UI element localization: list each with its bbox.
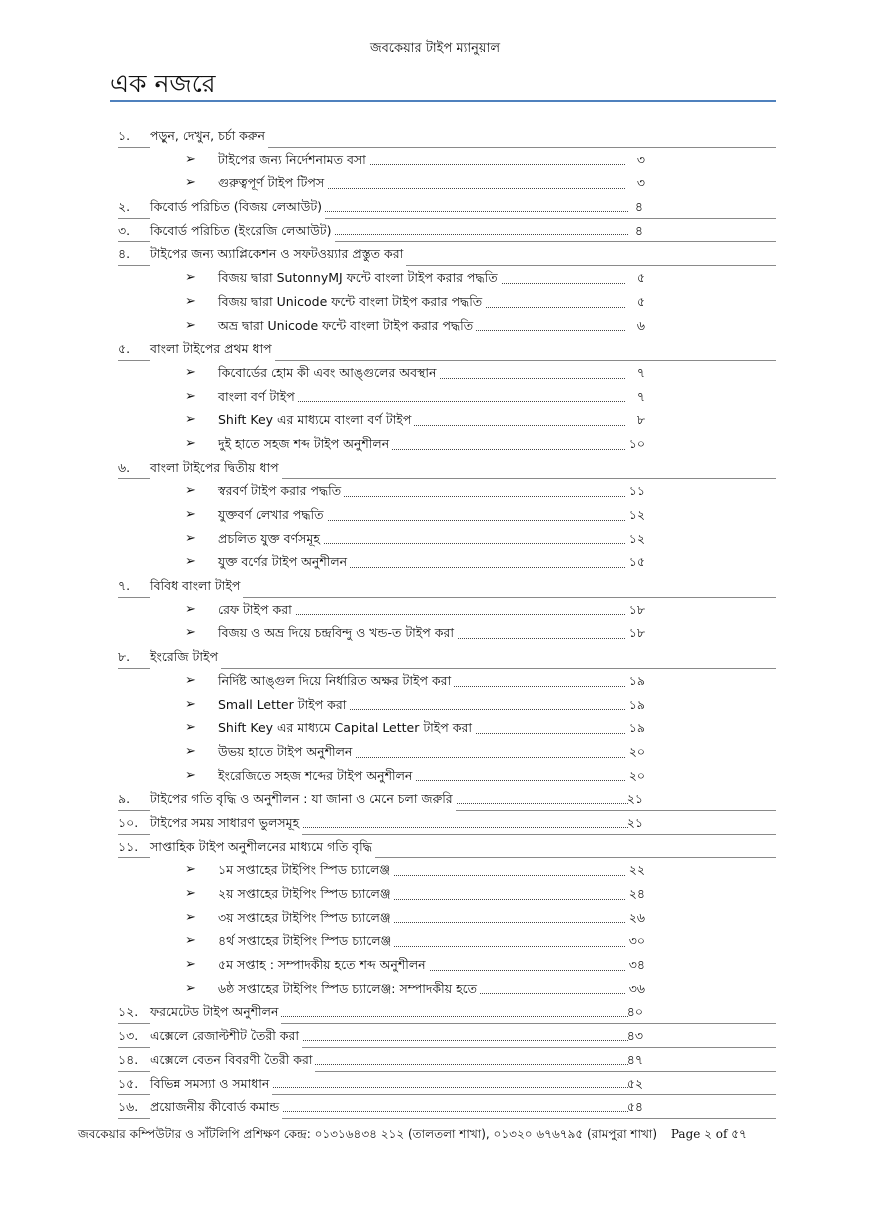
toc-number: ১. (118, 128, 131, 143)
toc-number: ৩. (118, 222, 131, 238)
toc-entry-title: এক্সেলে রেজাল্টশীট তৈরী করা (150, 1024, 302, 1048)
toc-page-number: ৫ (636, 270, 645, 286)
toc-page-number: ৩০ (628, 933, 645, 949)
toc-chapter[interactable] (118, 574, 776, 598)
toc-section[interactable] (185, 290, 645, 314)
arrow-bullet-icon: ➢ (185, 886, 196, 901)
toc-number: ১০. (118, 814, 139, 830)
toc-page-number: ৫২ (626, 1075, 643, 1091)
toc-entry-title: কিবোর্ডের হোম কী এবং আঙ্গুলের অবস্থান (218, 361, 439, 385)
toc-entry-title: পড়ুন, দেখুন, চর্চা করুন (150, 124, 268, 148)
toc-number: ১১. (118, 838, 139, 854)
toc-section[interactable] (185, 432, 645, 456)
toc-page-number: ১৯ (628, 672, 645, 688)
toc-page-number: ৫৪ (626, 1099, 643, 1115)
toc-entry-title: যুক্ত বর্ণের টাইপ অনুশীলন (218, 550, 350, 574)
toc-page-number: ৪ (634, 199, 643, 215)
toc-number: ৭. (118, 578, 131, 594)
toc-section[interactable] (185, 527, 645, 551)
toc-section[interactable] (185, 906, 645, 930)
toc-entry-title: বাংলা টাইপের দ্বিতীয় ধাপ (150, 456, 282, 480)
toc-page-number: ২৪ (628, 886, 645, 901)
arrow-bullet-icon: ➢ (185, 672, 196, 688)
toc-number: ৫. (118, 341, 131, 357)
toc-number: ১৬. (118, 1099, 139, 1115)
arrow-bullet-icon: ➢ (185, 696, 196, 712)
toc-entry-title: ৬ষ্ঠ সপ্তাহের টাইপিং স্পিড চ্যালেঞ্জ: সম্পাদকীয় হতে (218, 977, 480, 1001)
toc-chapter[interactable] (118, 645, 776, 669)
arrow-bullet-icon: ➢ (185, 767, 196, 783)
toc-entry-title: কিবোর্ড পরিচিত (ইংরেজি লেআউট) (150, 219, 335, 243)
toc-chapter[interactable] (118, 1048, 776, 1072)
toc-section[interactable] (185, 977, 645, 1001)
toc-page-number: ৩৬ (628, 980, 645, 996)
footer-contact: জবকেয়ার কম্পিউটার ও সাঁটলিপি প্রশিক্ষণ কেন্দ্র: ০১৩১৬৪৩৪ ২১২ (তালতলা শাখা), ০১৩২০ ৬৭৬৭৯৫ (রামপুরা শাখা) (78, 1127, 658, 1141)
toc-page-number: ৩৪ (628, 957, 645, 973)
toc-section[interactable] (185, 598, 645, 622)
toc-entry-title: ৩য় সপ্তাহের টাইপিং স্পিড চ্যালেঞ্জ (218, 906, 394, 930)
toc-section[interactable] (185, 669, 645, 693)
toc-entry-title: বিজয় দ্বারা SutonnyMJ ফন্টে বাংলা টাইপ করার পদ্ধতি (218, 266, 501, 290)
toc-entry-title: দুই হাতে সহজ শব্দ টাইপ অনুশীলন (218, 432, 392, 456)
toc-chapter[interactable] (118, 456, 776, 480)
arrow-bullet-icon: ➢ (185, 151, 196, 167)
page-heading: এক নজরে (110, 69, 216, 98)
toc-section[interactable] (185, 550, 645, 574)
toc-number: ১২. (118, 1004, 139, 1020)
toc-page-number: ২১ (626, 791, 643, 807)
toc-page-number: ৪৩ (626, 1028, 643, 1044)
toc-section[interactable] (185, 764, 645, 788)
toc-number: ৮. (118, 649, 131, 665)
toc-section[interactable] (185, 740, 645, 764)
toc-page-number: ১১ (628, 483, 645, 499)
toc-entry-title: ১ম সপ্তাহের টাইপিং স্পিড চ্যালেঞ্জ (218, 858, 393, 882)
toc-entry-title: সাপ্তাহিক টাইপ অনুশীলনের মাধ্যমে গতি বৃদ্ধি (150, 835, 375, 859)
toc-section[interactable] (185, 361, 645, 385)
toc-chapter[interactable] (118, 787, 776, 811)
arrow-bullet-icon: ➢ (185, 933, 196, 949)
toc-page-number: ৩ (636, 151, 645, 167)
toc-chapter[interactable] (118, 1024, 776, 1048)
toc-page-number: ৫ (636, 293, 645, 309)
toc-page-number: ১৮ (628, 601, 645, 617)
toc-entry-title: Shift Key এর মাধ্যমে Capital Letter টাইপ করা (218, 716, 475, 740)
toc-chapter[interactable] (118, 1000, 776, 1024)
toc-page-number: ১৫ (628, 554, 645, 570)
arrow-bullet-icon: ➢ (185, 980, 196, 996)
toc-entry-title: ইংরেজি টাইপ (150, 645, 221, 669)
toc-section[interactable] (185, 693, 645, 717)
toc-entry-title: বিভিন্ন সমস্যা ও সমাধান (150, 1072, 272, 1096)
toc-page-number: ১৯ (628, 720, 645, 736)
toc-entry-title: স্বরবর্ণ টাইপ করার পদ্ধতি (218, 479, 344, 503)
arrow-bullet-icon: ➢ (185, 625, 196, 641)
toc-chapter[interactable] (118, 124, 776, 148)
arrow-bullet-icon: ➢ (185, 483, 196, 499)
toc-page-number: ৭ (636, 364, 645, 380)
toc-page-number: ৮ (636, 412, 645, 428)
toc-entry-title: বিজয় দ্বারা Unicode ফন্টে বাংলা টাইপ করার পদ্ধতি (218, 290, 485, 314)
toc-entry-title: ইংরেজিতে সহজ শব্দের টাইপ অনুশীলন (218, 764, 415, 788)
toc-page-number: ১২ (628, 507, 645, 522)
toc-page-number: ৪৭ (626, 1051, 643, 1067)
footer (78, 1126, 747, 1146)
toc-section[interactable] (185, 716, 645, 740)
toc-entry-title: এক্সেলে বেতন বিবরণী তৈরী করা (150, 1048, 315, 1072)
toc-page-number: ২৬ (628, 909, 645, 925)
toc-entry-title: ফরমেটেড টাইপ অনুশীলন (150, 1000, 281, 1024)
toc-entry-title: টাইপের সময় সাধারণ ভুলসমূহ (150, 811, 302, 835)
arrow-bullet-icon: ➢ (185, 412, 196, 428)
arrow-bullet-icon: ➢ (185, 601, 196, 617)
toc-number: ১৫. (118, 1075, 139, 1091)
toc-entry-title: গুরুত্বপূর্ণ টাইপ টিপস (218, 171, 327, 195)
table-of-contents (0, 124, 870, 1119)
toc-section[interactable] (185, 408, 645, 432)
toc-entry-title: ৪র্থ সপ্তাহের টাইপিং স্পিড চ্যালেঞ্জ (218, 929, 394, 953)
header-title: জবকেয়ার টাইপ ম্যানুয়াল (369, 41, 501, 56)
toc-section[interactable] (185, 171, 645, 195)
toc-entry-title: বাংলা বর্ণ টাইপ (218, 385, 298, 409)
toc-section[interactable] (185, 148, 645, 172)
arrow-bullet-icon: ➢ (185, 507, 196, 522)
toc-entry-title: Small Letter টাইপ করা (218, 693, 349, 717)
toc-number: ৯. (118, 791, 131, 807)
toc-chapter[interactable] (118, 219, 776, 243)
arrow-bullet-icon: ➢ (185, 317, 196, 333)
toc-chapter[interactable] (118, 1072, 776, 1096)
arrow-bullet-icon: ➢ (185, 909, 196, 925)
arrow-bullet-icon: ➢ (185, 270, 196, 286)
toc-chapter[interactable] (118, 195, 776, 219)
toc-entry-title: বাংলা টাইপের প্রথম ধাপ (150, 337, 275, 361)
toc-section[interactable] (185, 882, 645, 906)
toc-entry-title: বিজয় ও অভ্র দিয়ে চন্দ্রবিন্দু ও খন্ড-ত টাইপ করা (218, 621, 457, 645)
toc-section[interactable] (185, 929, 645, 953)
toc-chapter[interactable] (118, 242, 776, 266)
toc-section[interactable] (185, 266, 645, 290)
toc-section[interactable] (185, 479, 645, 503)
toc-page-number: ১০ (628, 435, 645, 451)
arrow-bullet-icon: ➢ (185, 364, 196, 380)
toc-number: ৪. (118, 246, 131, 262)
toc-entry-title: টাইপের গতি বৃদ্ধি ও অনুশীলন : যা জানা ও মেনে চলা জরুরি (150, 787, 456, 811)
toc-chapter[interactable] (118, 835, 776, 859)
heading-rule (110, 100, 776, 102)
arrow-bullet-icon: ➢ (185, 554, 196, 570)
toc-section[interactable] (185, 503, 645, 527)
arrow-bullet-icon: ➢ (185, 175, 196, 191)
arrow-bullet-icon: ➢ (185, 388, 196, 404)
toc-page-number: ১২ (628, 530, 645, 546)
arrow-bullet-icon: ➢ (185, 435, 196, 451)
toc-page-number: ৬ (636, 317, 645, 333)
toc-entry-title: নির্দিষ্ট আঙ্গুল দিয়ে নির্ধারিত অক্ষর টাইপ করা (218, 669, 454, 693)
toc-page-number: ২০ (628, 743, 645, 759)
toc-section[interactable] (185, 314, 645, 338)
toc-number: ১৩. (118, 1028, 139, 1044)
toc-section[interactable] (185, 385, 645, 409)
toc-page-number: ৩ (636, 175, 645, 191)
toc-section[interactable] (185, 953, 645, 977)
toc-number: ১৪. (118, 1051, 139, 1067)
toc-number: ৬. (118, 459, 131, 475)
toc-entry-title: টাইপের জন্য নির্দেশনামত বসা (218, 148, 369, 172)
toc-page-number: ৪০ (626, 1004, 643, 1020)
toc-chapter[interactable] (118, 337, 776, 361)
toc-entry-title: রেফ টাইপ করা (218, 598, 295, 622)
toc-chapter[interactable] (118, 811, 776, 835)
arrow-bullet-icon: ➢ (185, 720, 196, 736)
toc-entry-title: টাইপের জন্য অ্যাপ্লিকেশন ও সফটওয়্যার প্রস্তুত করা (150, 242, 406, 266)
toc-entry-title: অভ্র দ্বারা Unicode ফন্টে বাংলা টাইপ করার পদ্ধতি (218, 314, 476, 338)
toc-entry-title: প্রচলিত যুক্ত বর্ণসমূহ (218, 527, 323, 551)
toc-page-number: ২১ (626, 814, 643, 830)
arrow-bullet-icon: ➢ (185, 743, 196, 759)
toc-page-number: ৭ (636, 388, 645, 404)
toc-entry-title: উভয় হাতে টাইপ অনুশীলন (218, 740, 355, 764)
toc-entry-title: বিবিধ বাংলা টাইপ (150, 574, 243, 598)
toc-entry-title: কিবোর্ড পরিচিত (বিজয় লেআউট) (150, 195, 325, 219)
arrow-bullet-icon: ➢ (185, 862, 196, 878)
toc-entry-title: ৫ম সপ্তাহ : সম্পাদকীয় হতে শব্দ অনুশীলন (218, 953, 429, 977)
arrow-bullet-icon: ➢ (185, 530, 196, 546)
toc-page-number: ২২ (628, 862, 645, 878)
arrow-bullet-icon: ➢ (185, 293, 196, 309)
toc-entry-title: ২য় সপ্তাহের টাইপিং স্পিড চ্যালেঞ্জ (218, 882, 394, 906)
arrow-bullet-icon: ➢ (185, 957, 196, 973)
toc-entry-title: প্রয়োজনীয় কীবোর্ড কমান্ড (150, 1095, 282, 1119)
toc-page-number: ১৯ (628, 696, 645, 712)
toc-page-number: ৪ (634, 222, 643, 238)
toc-entry-title: Shift Key এর মাধ্যমে বাংলা বর্ণ টাইপ (218, 408, 414, 432)
toc-section[interactable] (185, 858, 645, 882)
toc-page-number: ১৮ (628, 625, 645, 641)
footer-page-number: Page ২ of ৫৭ (670, 1127, 747, 1141)
toc-chapter[interactable] (118, 1095, 776, 1119)
toc-page-number: ২০ (628, 767, 645, 783)
toc-entry-title: যুক্তবর্ণ লেখার পদ্ধতি (218, 503, 327, 527)
toc-number: ২. (118, 199, 131, 215)
toc-section[interactable] (185, 621, 645, 645)
